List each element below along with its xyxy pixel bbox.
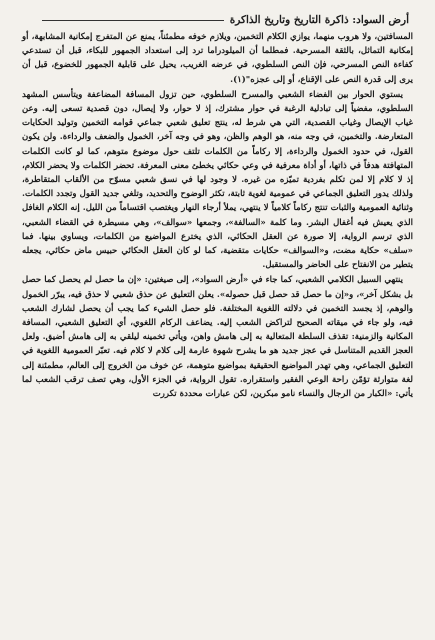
running-header-title: أرض السواد: ذاكرة التاريخ وتاريخ الذاكرة	[229, 14, 409, 26]
header-rule	[42, 20, 224, 21]
body-text	[22, 30, 413, 401]
paragraph-2: يستوي الحوار بين الفضاء الشعبي والمسرح السلطوي، حين تزول المسافة المضاعفة ويتأسس المشهد السلطوي، مفضياً إلى تبادلية الرغبة في حوار مشترك، إذ لا حوار، ولا إيصال، دون قصدية تسعى إليه. وعن غياب الإيصال وغياب القصدية، التي هي شرط له، ينتج تعليق شعبي جماعي قوامه التخمين وتوليد الحكايات المتعارضة. والتخمين، في وجه منه، هو الوهم والظن، وهو في وجه آخر، الخمول والضعف والرداءة. ولن يكون القول، في حدود الخمول والرداءة، إلا ركاماً من الكلمات تلتف حول موضوع متوهم، كما لو كانت الكلمات المتهافتة هدفاً في ذاتها، أو أداة معرفية في وعي حكائي يخطئ معنى المعرفة. تحضر الكلمات ولا يحضر الكلام، إذ لا كلام إلا لمن تكلم بفردية تميّزه من غيره. لا وجود لها في نسق شعبي مسوّح من الألقاب المتقاطرة، ولذلك يدور التعليق الجماعي في عمومية لغوية ثابتة، تكثر الوضوح والتحديد، وتلغي جديد القول وتجدد الكلمات. وثنائية العمومية والثبات تنتج ركاماً كلامياً لا ينتهي، يملأ أرجاء النهار ويغتصب اقتساماً من الليل. إنه الكلام الغافل الذي يعيش فيه أغفال البشر. وما كلمة «السالفة»، وجمعها «سوالف»، وهي مسيطرة في القضاء الشعبي، الذي ترسم الرواية، إلا صورة عن العقل الحكائي، الذي يخترع المواضيع من الكلمات، ويساوي بينها. فما «سلف» حكاية مضت، و«السوالف» حكايات متقضية، كما لو كان العقل الحكائي حبيس ماض حكائي، يجعله يتطير من الانفتاح على الحاضر والمستقبل.	[22, 89, 413, 271]
running-header	[22, 14, 409, 26]
paragraph-3: ينتهي السبيل الكلامي الشعبي، كما جاء في «أرض السواد»، إلى صيغتين: «إن ما حصل لم يحصل كما حصل بل بشكل آخر»، و«إن ما حصل قد حصل قبل حصوله». يعلن التعليق عن حذق شعبي لا حذق فيه، يبرّر الخمول والوهم، إذ يجسد التخمين في دلالته اللغوية المختلفة. فلو حصل الشيء كما يجب أن يحصل لشارك الشعب فيه، ولو جاء في ميقاته الصحيح لتراكض الشعب إليه. يضاعف الركام اللغوي، أي التعليق الشعبي، المسافة المكانية والزمنية: تقذف السلطة المتعالية به إلى هامش واهن، ويأتي تخمينه ليلقي به إلى هامش أضيق. ولعل العجز القديم المتناسل في عجز جديد هو ما يشرح شهوة عارمة إلى كلام لا كلام فيه. تعبّر العمومية اللغوية في التعليق الجماعي، وهي تهدر المواضيع الحقيقية بمواضيع متوهمة، عن خوف من الخروج إلى العالم، مطمئنة إلى لغة متوارثة تؤمّن راحة الوعي الفقير واستقراره. تقول الرواية، في الجزء الأول، وهي تصف ترقب الشعب لما يأتي: «الكبار من الرجال والنساء نامو مبكرين، لكن عبارات محددة تكررت	[22, 275, 413, 400]
paragraph-1: المسافتين، ولا هروب منهما، يوازي الكلام التخمين، ويلازم خوفه مطمئناً، يمنع عن المتفرج إمكانية المشابهة، أو إمكانية التماثل، بالثقة المسرحية. فمطلما أن الميلودراما ترد إلى استعداد الجمهور للبكاء، قبل أن تستدعي كفاءة النص المسرحي، فإن النص السلطوي، في عرضه الغريب، يحيل على قابلية الجمهور للخضوع، قبل أن يرى إلى قدرة النص على الإقناع، أو إلى عجزه"(١).	[22, 32, 413, 85]
